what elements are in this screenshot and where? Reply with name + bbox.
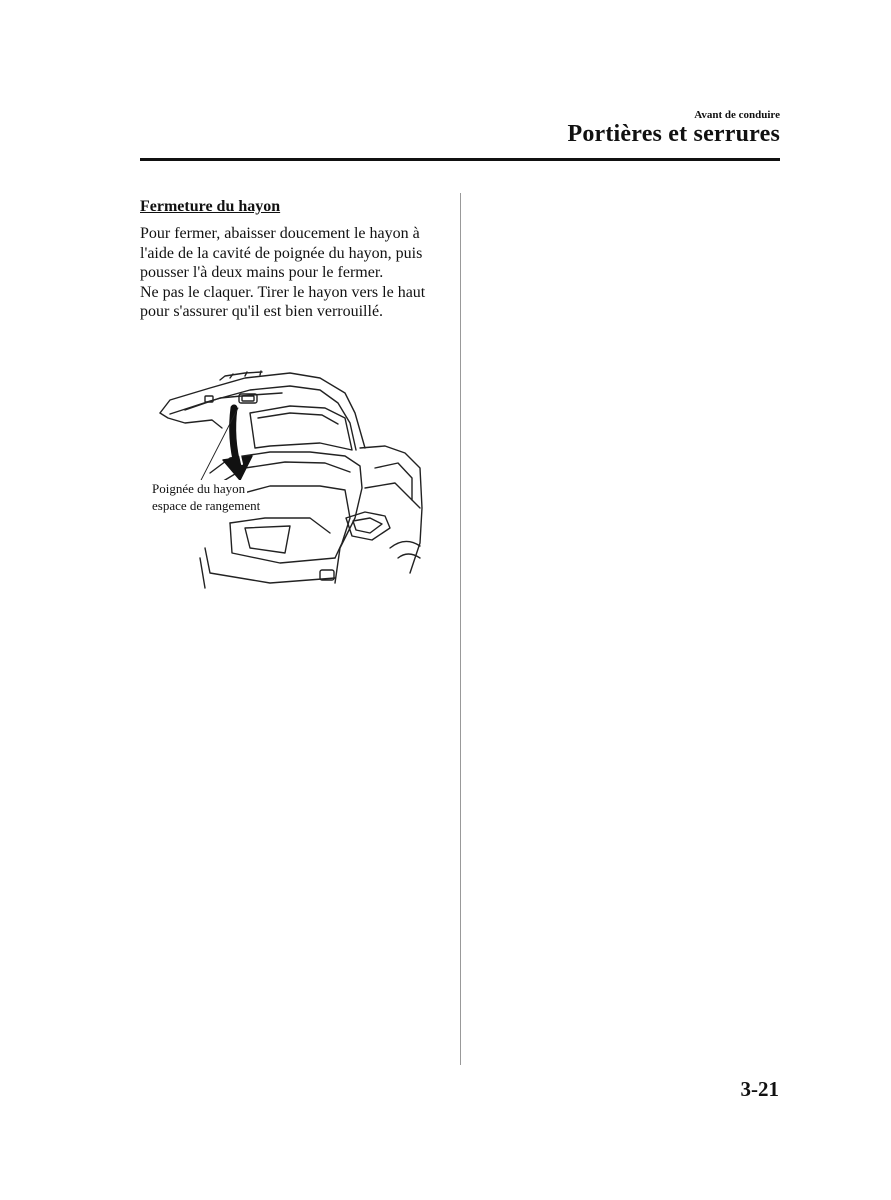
page-number: 3-21 bbox=[740, 1077, 779, 1101]
body-text bbox=[140, 224, 440, 322]
header-rule bbox=[140, 158, 780, 161]
section-heading: Fermeture du hayon bbox=[140, 198, 281, 215]
paragraph: Ne pas le claquer. Tirer le hayon vers le haut pour s'assurer qu'il est bien verrouillé. bbox=[140, 283, 426, 320]
column-divider bbox=[460, 193, 461, 1065]
page-title: Portières et serrures bbox=[567, 121, 780, 147]
header-section-label: Avant de conduire bbox=[694, 109, 780, 121]
callout-label: Poignée du hayon bbox=[152, 481, 246, 496]
callout-label: espace de rangement bbox=[152, 498, 261, 513]
rear-hatchback-open-icon bbox=[150, 368, 425, 590]
paragraph: Pour fermer, abaisser doucement le hayon à l'aide de la cavité de poignée du hayon, puis pousser l'à deux mains pour le fermer. bbox=[140, 225, 423, 281]
